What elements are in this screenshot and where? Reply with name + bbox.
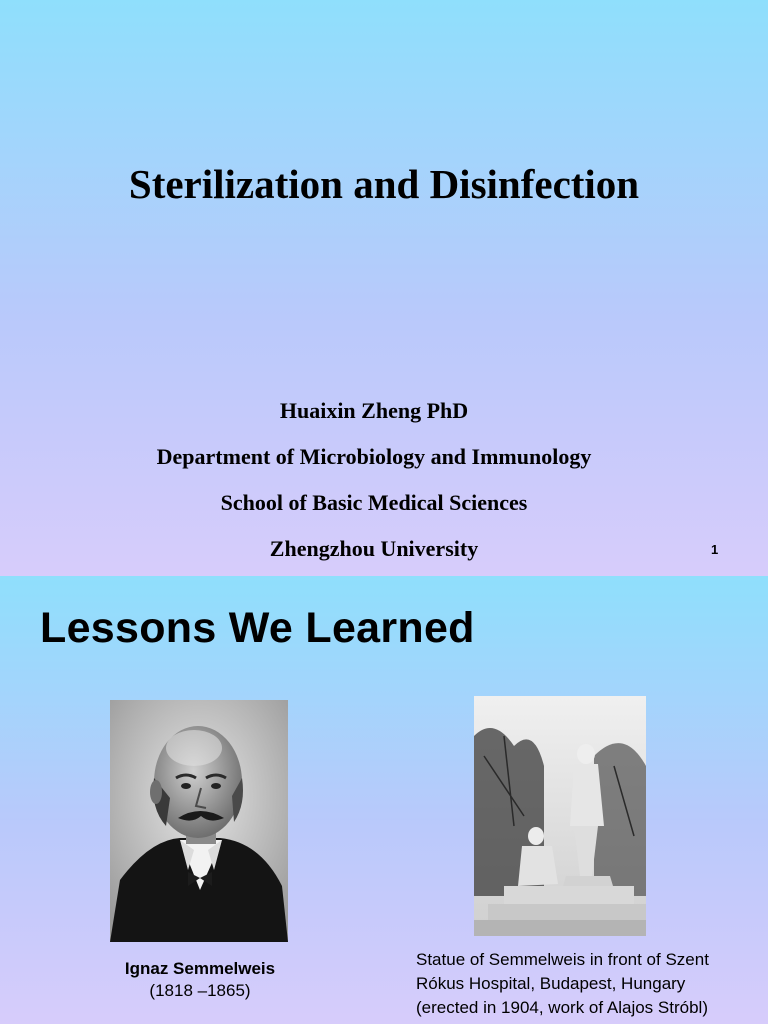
author-department: Department of Microbiology and Immunology — [156, 444, 592, 469]
author-block — [0, 388, 748, 572]
lessons-slide — [0, 576, 768, 1024]
author-school: School of Basic Medical Sciences — [220, 490, 528, 515]
semmelweis-portrait-image — [110, 700, 288, 942]
slide-title: Sterilization and Disinfection — [128, 161, 640, 207]
statue-caption: Statue of Semmelweis in front of Szent Rókus Hospital, Budapest, Hungary (erected in 1904, work of Alajos Stróbl) — [416, 950, 709, 1017]
portrait-caption-name: Ignaz Semmelweis — [124, 959, 276, 978]
portrait-caption-years: (1818 –1865) — [149, 981, 251, 1000]
slide-number: 1 — [711, 542, 719, 557]
author-name: Huaixin Zheng PhD — [279, 398, 469, 423]
semmelweis-statue-image — [474, 696, 646, 936]
author-university: Zhengzhou University — [269, 536, 479, 561]
portrait-caption — [90, 958, 310, 1002]
slide-title: Lessons We Learned — [40, 604, 475, 652]
